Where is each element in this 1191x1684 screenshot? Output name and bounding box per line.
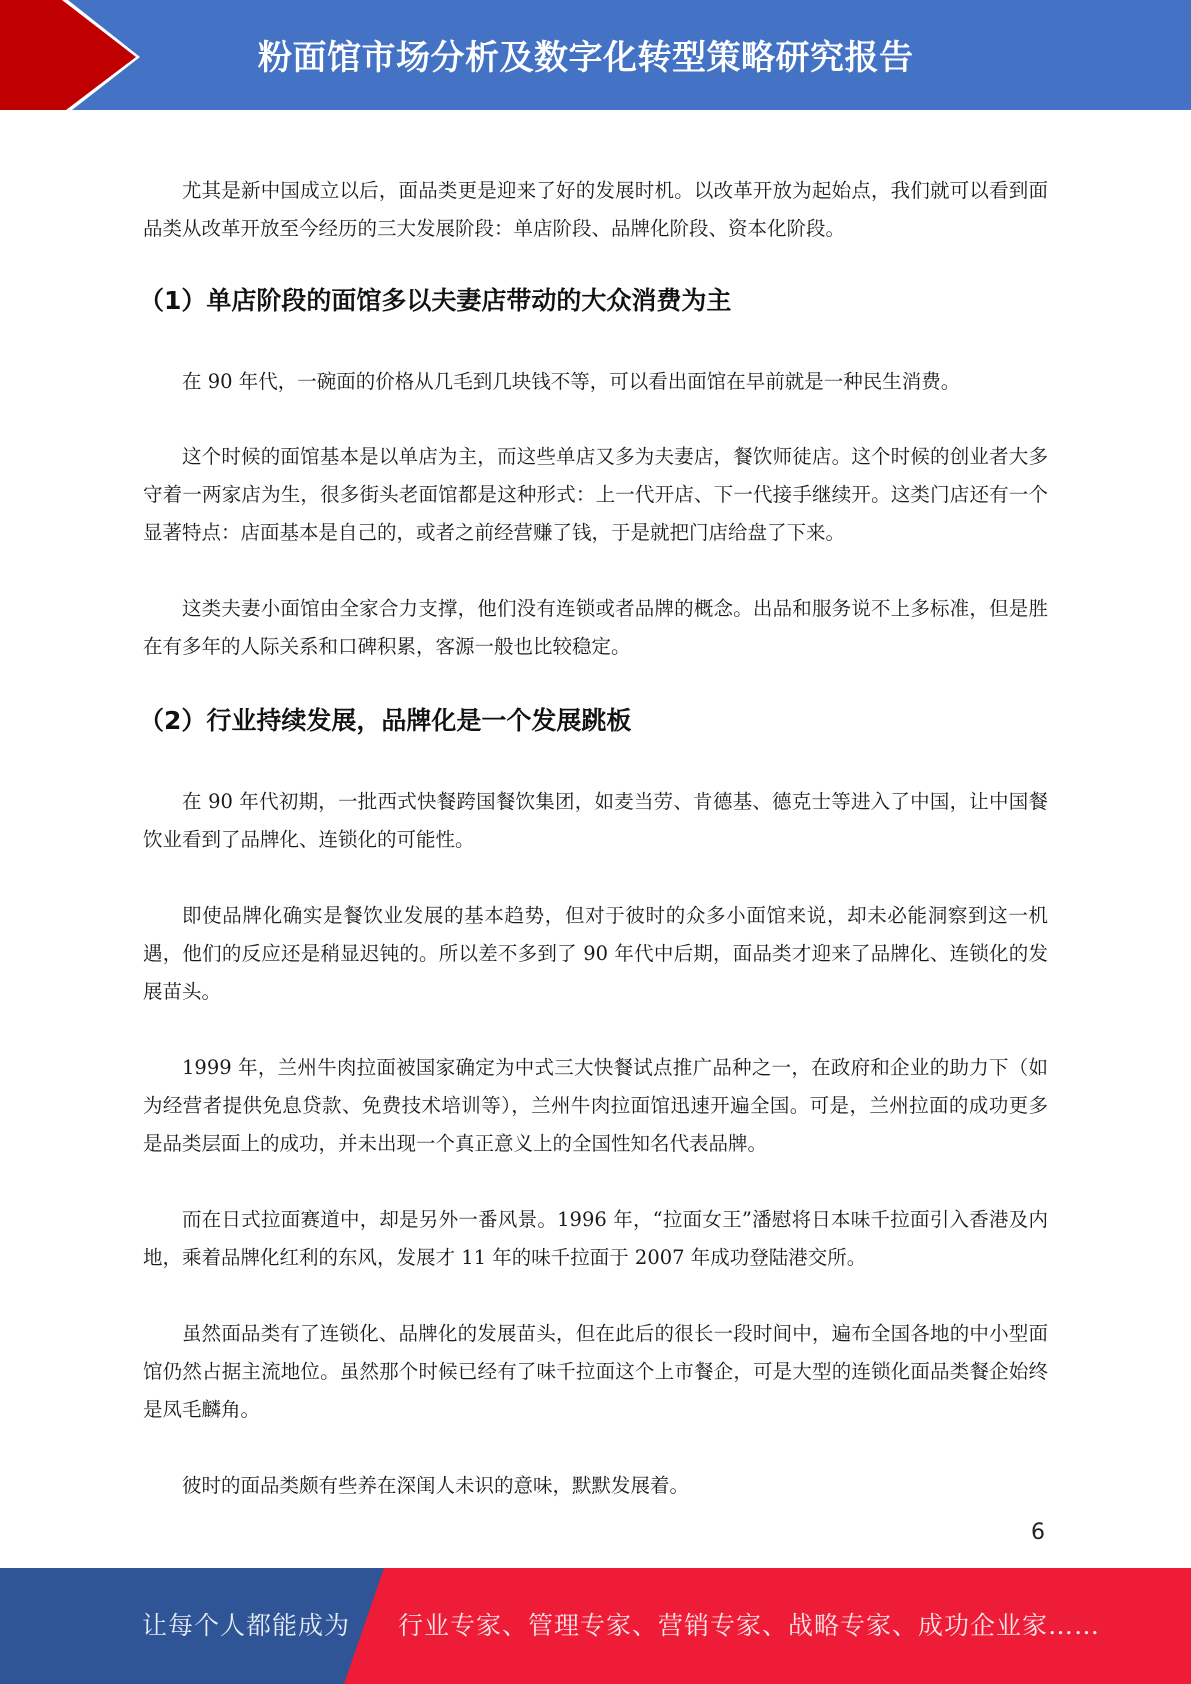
page-footer (0, 1568, 1191, 1684)
section-1-paragraph: 这类夫妻小面馆由全家合力支撑，他们没有连锁或者品牌的概念。出品和服务说不上多标准，但是胜在有多年的人际关系和口碑积累，客源一般也比较稳定。 (143, 597, 1048, 658)
chevron-decoration-icon (0, 0, 160, 110)
section-2-paragraph: 虽然面品类有了连锁化、品牌化的发展苗头，但在此后的很长一段时间中，遍布全国各地的中小型面馆仍然占据主流地位。虽然那个时候已经有了味千拉面这个上市餐企，可是大型的连锁化面品类餐企始终是凤毛麟角。 (143, 1322, 1048, 1421)
section-1-paragraph: 在 90 年代，一碗面的价格从几毛到几块钱不等，可以看出面馆在早前就是一种民生消费。 (182, 370, 961, 393)
report-title: 粉面馆市场分析及数字化转型策略研究报告 (258, 38, 914, 78)
section-2-paragraph: 即使品牌化确实是餐饮业发展的基本趋势，但对于彼时的众多小面馆来说，却未必能洞察到这一机遇，他们的反应还是稍显迟钝的。所以差不多到了 90 年代中后期，面品类才迎来了品牌化、连锁化的发展苗头。 (143, 904, 1048, 1003)
page-header (0, 0, 1191, 110)
intro-paragraph: 尤其是新中国成立以后，面品类更是迎来了好的发展时机。以改革开放为起始点，我们就可以看到面品类从改革开放至今经历的三大发展阶段：单店阶段、品牌化阶段、资本化阶段。 (143, 179, 1048, 240)
section-2-paragraph: 彼时的面品类颇有些养在深闺人未识的意味，默默发展着。 (182, 1474, 690, 1497)
section-2-paragraph: 在 90 年代初期，一批西式快餐跨国餐饮集团，如麦当劳、肯德基、德克士等进入了中国，让中国餐饮业看到了品牌化、连锁化的可能性。 (143, 790, 1048, 851)
footer-slogan-left: 让每个人都能成为 (142, 1611, 351, 1640)
section-2-heading: （2）行业持续发展，品牌化是一个发展跳板 (139, 706, 632, 735)
page-number: 6 (1031, 1520, 1045, 1545)
section-1-heading: （1）单店阶段的面馆多以夫妻店带动的大众消费为主 (139, 286, 732, 315)
section-1-paragraph: 这个时候的面馆基本是以单店为主，而这些单店又多为夫妻店，餐饮师徒店。这个时候的创业者大多守着一两家店为生，很多街头老面馆都是这种形式：上一代开店、下一代接手继续开。这类门店还有一个显著特点：店面基本是自己的，或者之前经营赚了钱，于是就把门店给盘了下来。 (143, 445, 1048, 544)
footer-slogan-right: 行业专家、管理专家、营销专家、战略专家、成功企业家…… (398, 1611, 1101, 1640)
section-2-paragraph: 而在日式拉面赛道中，却是另外一番风景。1996 年，“拉面女王”潘慰将日本味千拉面引入香港及内地，乘着品牌化红利的东风，发展才 11 年的味千拉面于 2007 年成功登陆港交所。 (143, 1208, 1048, 1269)
section-2-paragraph: 1999 年，兰州牛肉拉面被国家确定为中式三大快餐试点推广品种之一，在政府和企业的助力下（如为经营者提供免息贷款、免费技术培训等），兰州牛肉拉面馆迅速开遍全国。可是，兰州拉面的成功更多是品类层面上的成功，并未出现一个真正意义上的全国性知名代表品牌。 (143, 1056, 1048, 1155)
